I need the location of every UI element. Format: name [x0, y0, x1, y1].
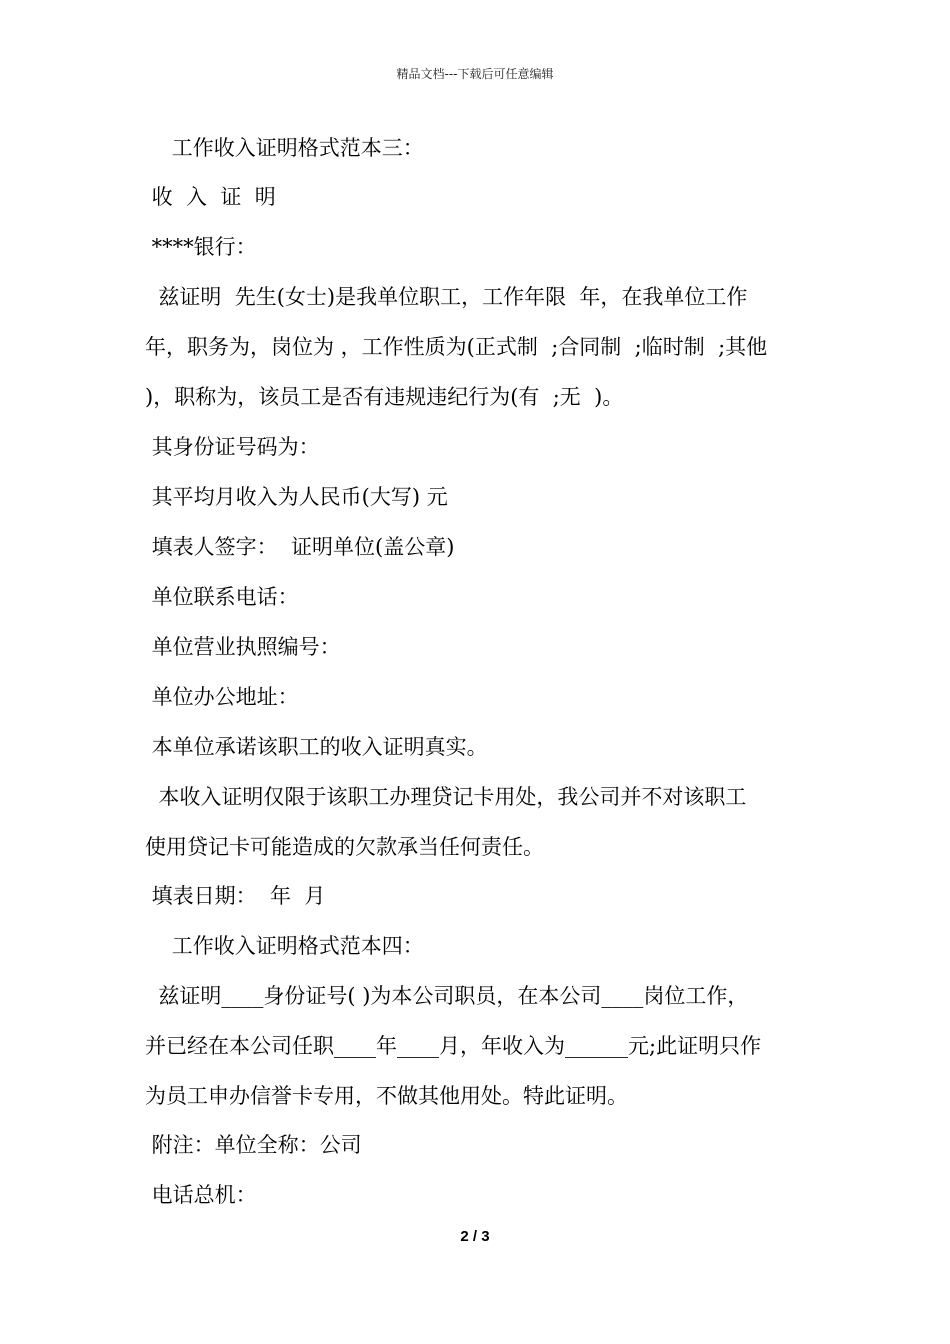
date-line: 填表日期： 年 月: [145, 884, 326, 908]
switchboard-line: 电话总机：: [145, 1183, 257, 1207]
page-header: 精品文档---下载后可任意编辑: [396, 67, 554, 81]
address-line: 单位办公地址：: [145, 685, 299, 709]
note-line: 附注：单位全称：公司: [145, 1133, 362, 1157]
signature-line: 填表人签字： 证明单位(盖公章): [145, 535, 455, 559]
promise-line: 本单位承诺该职工的收入证明真实。: [145, 735, 488, 759]
id-number-line: 其身份证号码为：: [145, 435, 320, 459]
paragraph-line: 年，职务为，岗位为 ，工作性质为(正式制 ;合同制 ;临时制 ;其他: [145, 335, 768, 359]
paragraph-line: 并已经在本公司任职____年____月，年收入为______元;此证明只作: [145, 1034, 762, 1058]
paragraph-line: )，职称为，该员工是否有违规违纪行为(有 ;无 )。: [145, 385, 624, 409]
paragraph-line: 本收入证明仅限于该职工办理贷记卡用处，我公司并不对该职工: [145, 785, 747, 809]
paragraph-line: 为员工申办信誉卡专用，不做其他用处。特此证明。: [145, 1084, 628, 1108]
paragraph-line: 兹证明____身份证号( )为本公司职员，在本公司____岗位工作，: [145, 984, 749, 1008]
income-line: 其平均月收入为人民币(大写) 元: [145, 485, 448, 509]
section-heading: 工作收入证明格式范本三：: [145, 136, 424, 160]
paragraph-line: 兹证明 先生(女士)是我单位职工，工作年限 年，在我单位工作: [145, 285, 748, 309]
section-heading: 工作收入证明格式范本四：: [145, 934, 424, 958]
addressee: ****银行：: [145, 235, 257, 259]
phone-line: 单位联系电话：: [145, 585, 299, 609]
page-number: 2 / 3: [460, 1228, 490, 1245]
paragraph-line: 使用贷记卡可能造成的欠款承当任何责任。: [145, 835, 544, 859]
license-line: 单位营业执照编号：: [145, 635, 341, 659]
certificate-title: 收 入 证 明: [145, 185, 276, 209]
